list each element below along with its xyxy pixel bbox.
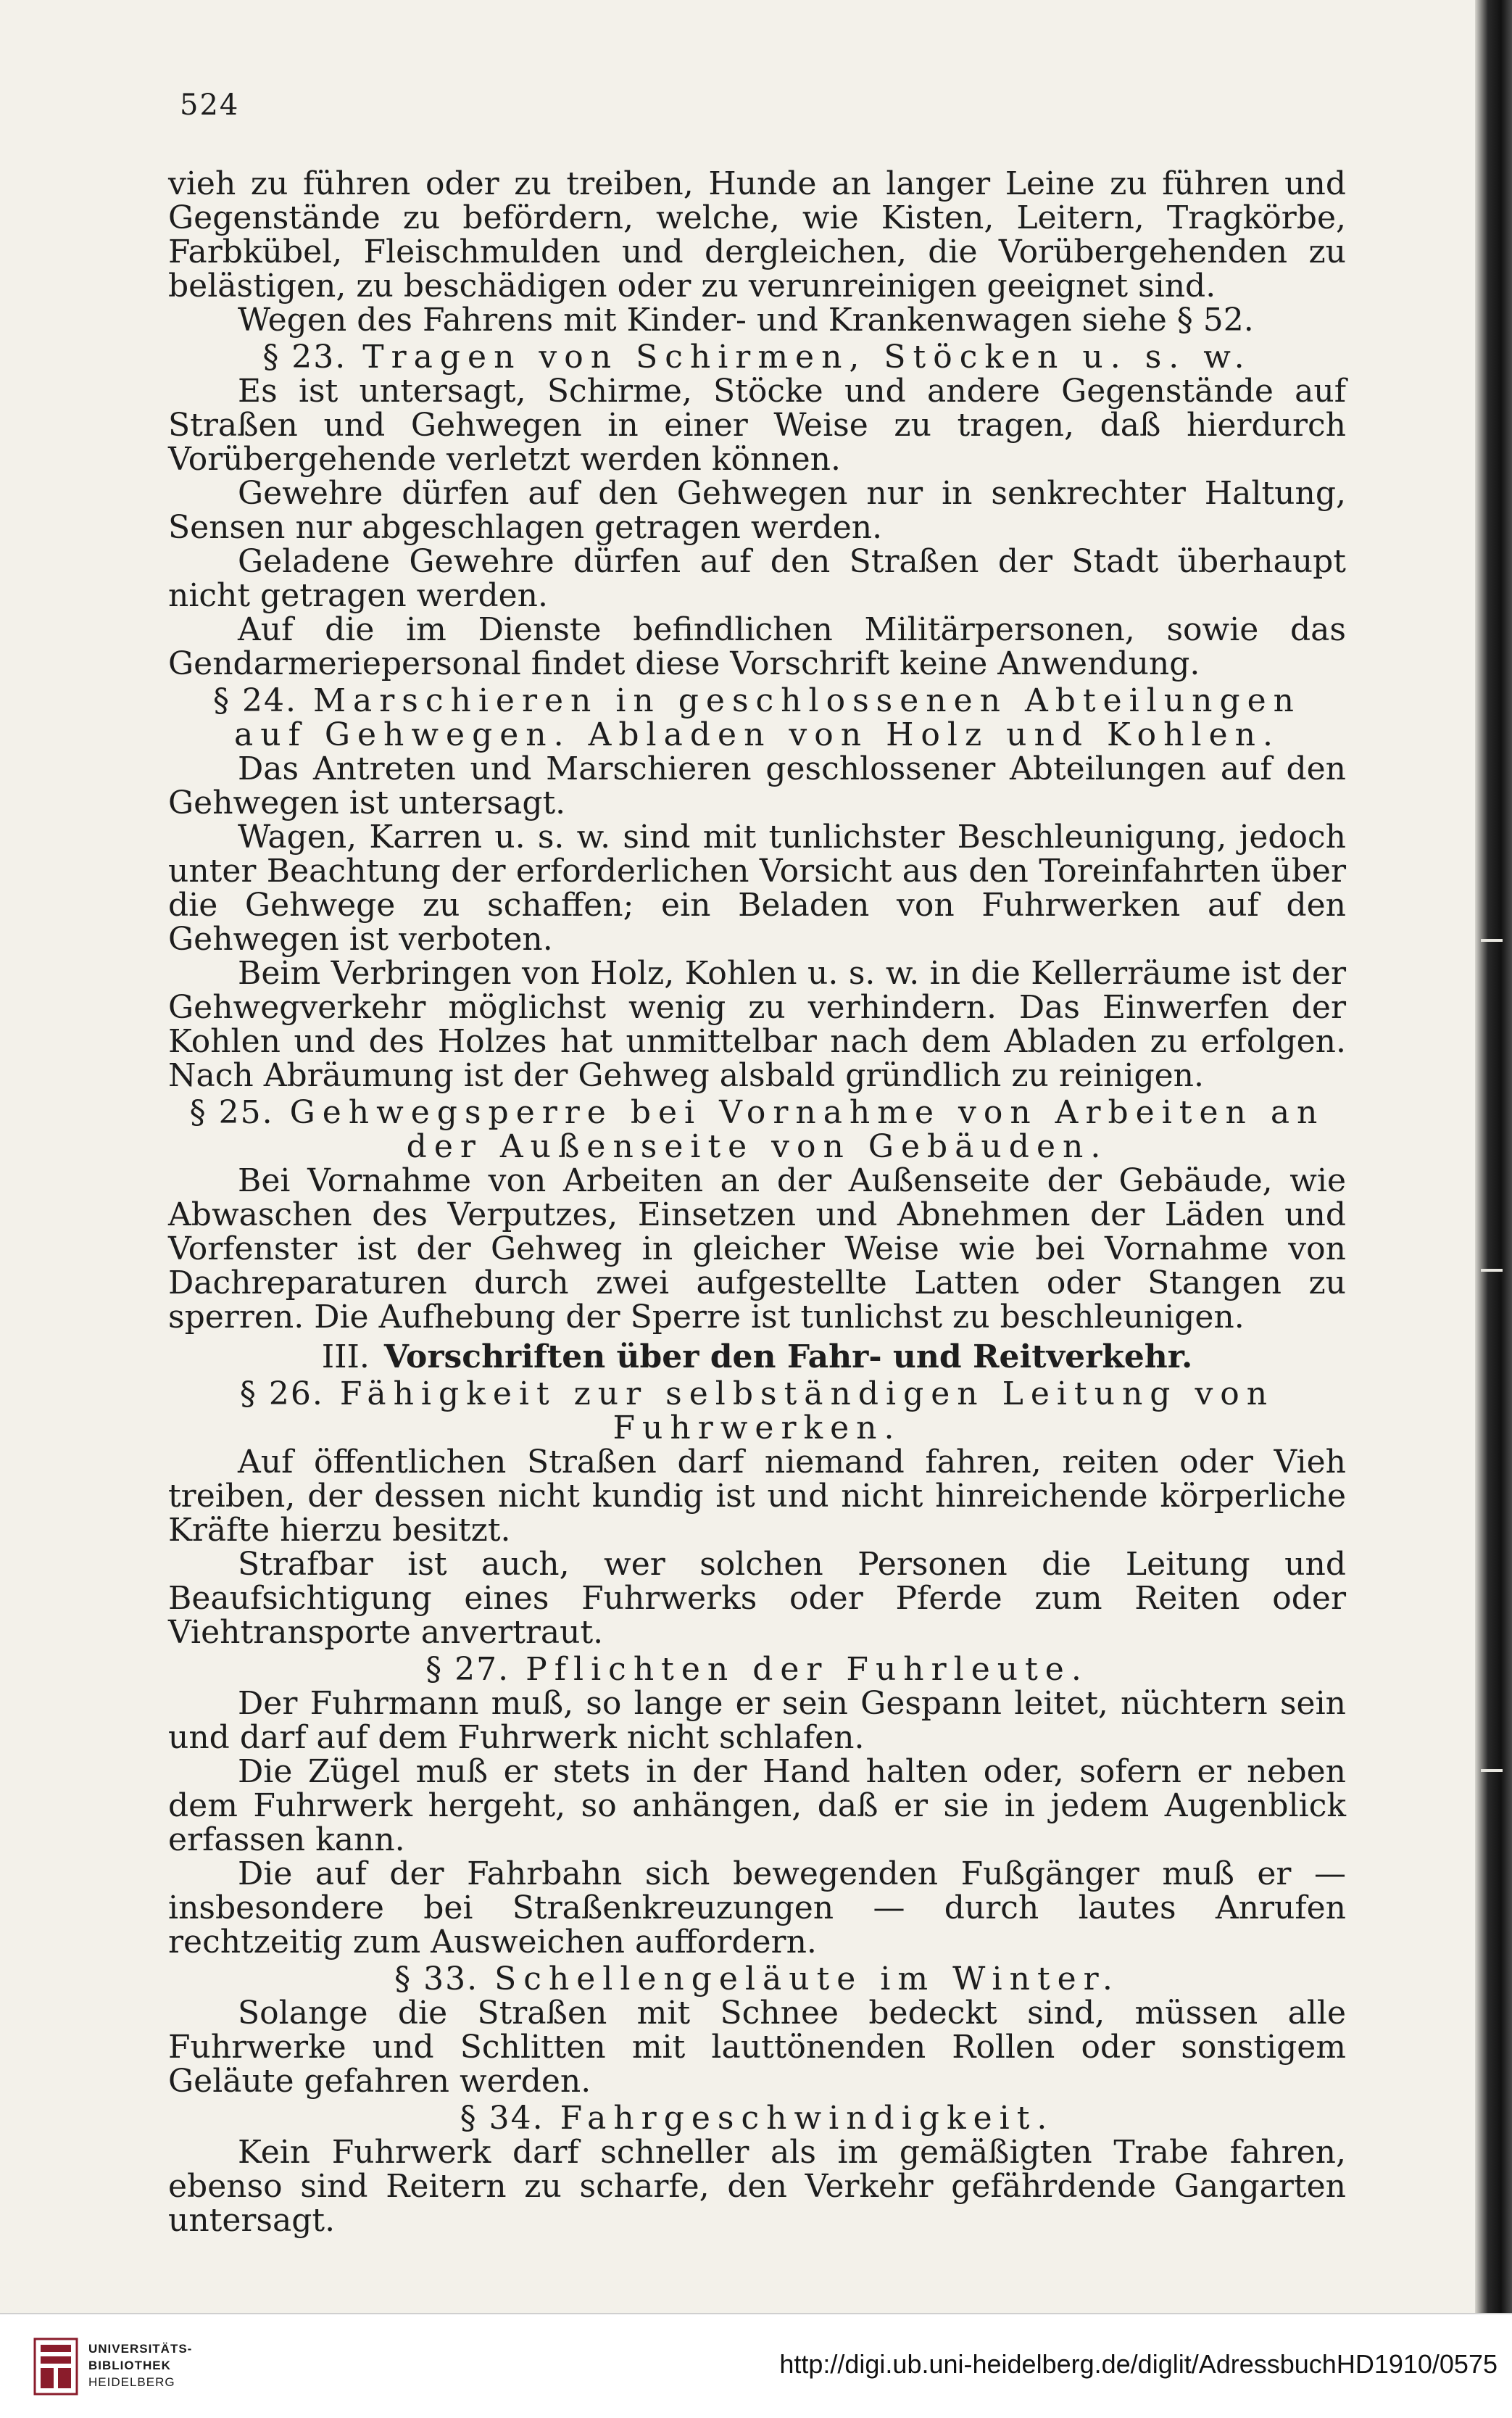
section-number: § 27.	[425, 1651, 510, 1688]
page-text	[168, 167, 1346, 2237]
section-title: Fahrgeschwindigkeit.	[560, 2100, 1055, 2137]
chapter-title: Vorschriften über den Fahr- und Reitverkehr.	[383, 1338, 1193, 1375]
paragraph: Auf die im Dienste befindlichen Militärpersonen, sowie das Gendarmeriepersonal findet diese Vorschrift keine Anwendung.	[168, 611, 1346, 682]
paragraph: Die auf der Fahrbahn sich bewegenden Fußgänger muß er — insbesondere bei Straßenkreuzungen — durch lautes Anrufen rechtzeitig zum Ausweichen auffordern.	[168, 1855, 1346, 1961]
section-title: Gehwegsperre bei Vornahme von Arbeiten an der Außenseite von Gebäuden.	[289, 1094, 1325, 1165]
chapter-heading	[168, 1340, 1346, 1374]
edge-mark	[1481, 1769, 1503, 1772]
section-title: Marschieren in geschlossenen Abteilungen auf Gehwegen. Abladen von Holz und Kohlen.	[234, 682, 1301, 753]
chapter-number: III.	[321, 1338, 370, 1375]
section-heading	[168, 1962, 1346, 1996]
paragraph: Auf öffentlichen Straßen darf niemand fahren, reiten oder Vieh treiben, der dessen nicht kundig ist und nicht hinreichende körperliche Kräfte hierzu besitzt.	[168, 1444, 1346, 1549]
section-heading	[168, 684, 1346, 752]
section-title: Pflichten der Fuhrleute.	[526, 1651, 1089, 1688]
paragraph: Beim Verbringen von Holz, Kohlen u. s. w. in die Kellerräume ist der Gehwegverkehr möglichst wenig zu verhindern. Das Einwerfen der Kohlen und des Holzes hat unmittelbar nach dem Abladen zu erfolgen. Nach Abräumung ist der Gehweg alsbald gründlich zu reinigen.	[168, 955, 1346, 1094]
library-name-line: BIBLIOTHEK	[88, 2359, 171, 2372]
section-number: § 24.	[212, 682, 297, 719]
section-heading	[168, 340, 1346, 374]
paragraph: Kein Fuhrwerk darf schneller als im gemäßigten Trabe fahren, ebenso sind Reitern zu scharfe, den Verkehr gefährdende Gangarten untersagt.	[168, 2134, 1346, 2239]
section-number: § 26.	[239, 1375, 324, 1412]
page-number: 524	[180, 88, 240, 122]
paragraph: Wagen, Karren u. s. w. sind mit tunlichster Beschleunigung, jedoch unter Beachtung der erforderlichen Vorsicht aus den Toreinfahrten über die Gehwege zu schaffen; ein Beladen von Fuhrwerken auf den Gehwegen ist verboten.	[168, 819, 1346, 958]
paragraph: vieh zu führen oder zu treiben, Hunde an langer Leine zu führen und Gegenstände zu befördern, welche, wie Kisten, Leitern, Tragkörbe, Farbkübel, Fleischmulden und dergleichen, die Vorübergehenden zu belästigen, zu beschädigen oder zu verunreinigen geeignet sind.	[168, 165, 1346, 305]
paragraph: Es ist untersagt, Schirme, Stöcke und andere Gegenstände auf Straßen und Gehwegen in einer Weise zu tragen, daß hierdurch Vorübergehende verletzt werden können.	[168, 373, 1346, 478]
section-title: Fähigkeit zur selbständigen Leitung von Fuhrwerken.	[339, 1375, 1275, 1446]
library-name-line: UNIVERSITÄTS-	[88, 2342, 193, 2356]
section-heading	[168, 1377, 1346, 1445]
section-number: § 33.	[394, 1961, 479, 1997]
source-url[interactable]: http://digi.ub.uni-heidelberg.de/diglit/AdressbuchHD1910/0575	[779, 2349, 1498, 2379]
paragraph: Gewehre dürfen auf den Gehwegen nur in senkrechter Haltung, Sensen nur abgeschlagen getragen werden.	[168, 475, 1346, 546]
section-heading	[168, 2101, 1346, 2135]
library-name	[88, 2340, 192, 2390]
section-heading	[168, 1096, 1346, 1164]
section-title: Schellengeläute im Winter.	[494, 1961, 1120, 1997]
viewer-footer	[0, 2313, 1512, 2418]
page-edge	[1475, 0, 1512, 2313]
section-heading	[168, 1652, 1346, 1686]
section-number: § 25.	[189, 1094, 274, 1131]
section-title: Tragen von Schirmen, Stöcken u. s. w.	[362, 339, 1252, 376]
paragraph: Geladene Gewehre dürfen auf den Straßen der Stadt überhaupt nicht getragen werden.	[168, 543, 1346, 614]
paragraph: Strafbar ist auch, wer solchen Personen die Leitung und Beaufsichtigung eines Fuhrwerks oder Pferde zum Reiten oder Viehtransporte anvertraut.	[168, 1546, 1346, 1651]
library-name-line: HEIDELBERG	[88, 2375, 175, 2389]
edge-mark	[1481, 1269, 1503, 1272]
section-number: § 34.	[460, 2100, 544, 2137]
paragraph: Wegen des Fahrens mit Kinder- und Krankenwagen siehe § 52.	[238, 302, 1254, 339]
paragraph: Das Antreten und Marschieren geschlossener Abteilungen auf den Gehwegen ist untersagt.	[168, 750, 1346, 821]
edge-mark	[1481, 939, 1503, 942]
paragraph: Solange die Straßen mit Schnee bedeckt sind, müssen alle Fuhrwerke und Schlitten mit lauttönenden Rollen oder sonstigem Geläute gefahren werden.	[168, 1995, 1346, 2100]
paragraph: Bei Vornahme von Arbeiten an der Außenseite der Gebäude, wie Abwaschen des Verputzes, Einsetzen und Abnehmen der Läden und Vorfenster ist der Gehweg in gleicher Weise wie bei Vornahme von Dachreparaturen durch zwei aufgestellte Latten oder Stangen zu sperren. Die Aufhebung der Sperre ist tunlichst zu beschleunigen.	[168, 1162, 1346, 1336]
university-seal-icon	[33, 2338, 78, 2396]
paragraph: Die Zügel muß er stets in der Hand halten oder, sofern er neben dem Fuhrwerk hergeht, so anhängen, daß er sie in jedem Augenblick erfassen kann.	[168, 1753, 1346, 1858]
paragraph: Der Fuhrmann muß, so lange er sein Gespann leitet, nüchtern sein und darf auf dem Fuhrwerk nicht schlafen.	[168, 1685, 1346, 1756]
section-number: § 23.	[262, 339, 347, 376]
